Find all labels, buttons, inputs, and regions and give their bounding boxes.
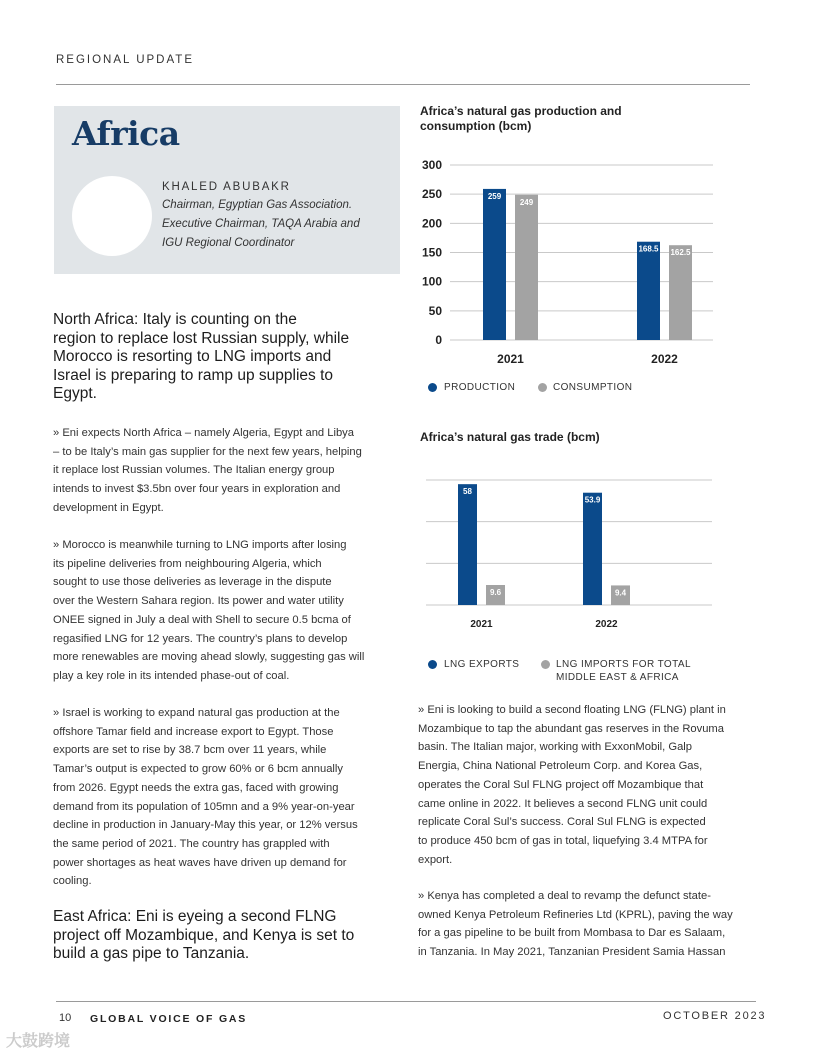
text-line: operates the Coral Sul FLNG project off Mozambique that — [418, 778, 704, 791]
paragraph-eni-north-africa — [53, 424, 391, 518]
author-avatar — [72, 176, 152, 256]
paragraph-kenya — [418, 887, 756, 962]
text-line: » Eni expects North Africa – namely Algeria, Egypt and Libya — [53, 427, 354, 439]
x-category-label: 2022 — [651, 352, 678, 366]
data-label: 249 — [519, 197, 534, 207]
paragraph-eni-mozambique — [418, 701, 756, 869]
bar-production-2022 — [637, 242, 660, 340]
headline-north-africa — [53, 311, 393, 404]
data-label: 58 — [463, 487, 472, 497]
chart-title-line: Africa’s natural gas production and — [420, 104, 622, 118]
text-line: power shortages as heat waves have driven up demand for — [53, 856, 347, 869]
y-tick-label: 300 — [421, 158, 442, 172]
text-line: play a key role in its intended phase-out of coal. — [53, 669, 290, 682]
x-category-label: 2021 — [470, 619, 493, 630]
text-line: export. — [418, 853, 453, 866]
text-line: replicate Coral Sul’s success. Coral Sul FLNG is expected — [418, 816, 706, 829]
chart-title-line: Africa’s natural gas trade (bcm) — [420, 430, 600, 444]
legend-lng-exports-dot — [428, 660, 437, 669]
text-line: for a gas pipeline to be built from Mombasa to Dar es Salaam, — [418, 927, 726, 940]
y-tick-label: 150 — [421, 245, 442, 260]
headline-line: East Africa: Eni is eyeing a second FLNG — [53, 908, 337, 925]
data-label: 162.5 — [670, 248, 691, 258]
data-label: 259 — [487, 191, 502, 201]
section-label: REGIONAL UPDATE — [56, 54, 194, 66]
legend-line: MIDDLE EAST & AFRICA — [556, 672, 679, 683]
data-label: 53.9 — [584, 495, 601, 505]
text-line: regasified LNG for 12 years. The country’s plans to develop — [53, 632, 348, 645]
bottom-divider — [56, 1001, 756, 1002]
text-line: intends to invest $3.5bn over four years in exploration and — [53, 483, 341, 496]
text-line: the same period of 2021. The country has grappled with — [53, 837, 330, 850]
headline-east-africa — [53, 908, 393, 964]
author-name: KHALED ABUBAKR — [162, 181, 291, 193]
text-line: its pipeline deliveries from neighbouring Algeria, which — [53, 557, 322, 570]
headline-line: North Africa: Italy is counting on the — [53, 311, 297, 328]
author-role-line: Executive Chairman, TAQA Arabia and — [162, 218, 360, 230]
legend-consumption-label: CONSUMPTION — [553, 382, 633, 393]
legend-line: LNG EXPORTS — [444, 659, 520, 670]
headline-line: region to replace lost Russian supply, while — [53, 329, 350, 347]
top-divider — [56, 84, 750, 85]
author-role-line: Chairman, Egyptian Gas Association. — [162, 199, 353, 211]
text-line: » Morocco is meanwhile turning to LNG imports after losing — [53, 539, 347, 551]
paragraph-morocco — [53, 536, 391, 686]
chart-title-line: consumption (bcm) — [420, 119, 532, 133]
text-line: Tamar’s output is expected to grow 60% or 6 bcm annually — [53, 763, 343, 776]
text-line: to produce 450 bcm of gas in total, liquefying 3.4 MTPA for — [418, 834, 708, 847]
text-line: more renewables are moving ahead slowly, suggesting gas will — [53, 651, 365, 664]
publication-title: GLOBAL VOICE OF GAS — [90, 1013, 248, 1025]
text-line: » Israel is working to expand natural gas production at the — [53, 707, 340, 719]
bar-production-2021 — [483, 189, 506, 340]
legend-consumption-dot — [538, 383, 547, 392]
text-line: exports are set to rise by 38.7 bcm over 11 years, while — [53, 744, 327, 757]
legend-lng-exports-label — [444, 658, 519, 671]
headline-line: Morocco is resorting to LNG imports and — [53, 348, 332, 365]
text-line: Energia, China National Petroleum Corp. and Korea Gas, — [418, 760, 703, 773]
text-line: » Eni is looking to build a second floating LNG (FLNG) plant in — [418, 704, 726, 716]
y-tick-label: 0 — [435, 333, 442, 347]
y-tick-label: 250 — [421, 187, 442, 202]
headline-line: Israel is preparing to ramp up supplies to — [53, 366, 334, 384]
gas-trade-chart — [410, 470, 730, 640]
region-title: Africa — [72, 114, 180, 153]
text-line: demand from its population of 105mn and a 9% year-on-year — [53, 800, 355, 813]
text-line: cooling. — [53, 875, 92, 888]
y-tick-label: 50 — [428, 303, 442, 318]
y-tick-label: 200 — [421, 216, 442, 231]
text-line: development in Egypt. — [53, 501, 164, 514]
data-label: 9.6 — [489, 588, 502, 597]
legend-lng-imports-dot — [541, 660, 550, 669]
headline-line: Egypt. — [53, 385, 97, 402]
chart-title-production — [420, 104, 622, 134]
bar-lng-2021 — [458, 484, 477, 605]
text-line: in Tanzania. In May 2021, Tanzanian President Samia Hassan — [418, 946, 726, 959]
data-label: 9.4 — [614, 588, 627, 598]
text-line: ONEE signed in July a deal with Shell to secure 0.5 bcma of — [53, 613, 351, 626]
headline-line: project off Mozambique, and Kenya is set to — [53, 926, 355, 944]
author-role-line: IGU Regional Coordinator — [162, 237, 295, 249]
legend-line: LNG IMPORTS FOR TOTAL — [556, 659, 691, 670]
text-line: Mozambique to tap the abundant gas reserves in the Rovuma — [418, 722, 724, 735]
headline-line: build a gas pipe to Tanzania. — [53, 945, 250, 962]
text-line: from 2026. Egypt needs the extra gas, faced with growing — [53, 781, 339, 794]
text-line: owned Kenya Petroleum Refineries Ltd (KPRL), paving the way — [418, 908, 733, 921]
data-label: 168.5 — [638, 244, 659, 254]
x-category-label: 2022 — [595, 619, 618, 630]
legend-lng-imports-label — [556, 658, 691, 684]
x-category-label: 2021 — [497, 352, 524, 366]
bar-consumption-2021 — [515, 195, 538, 340]
chart-title-trade — [420, 430, 600, 445]
text-line: it replace lost Russian volumes. The Italian energy group — [53, 464, 335, 477]
text-line: – to be Italy’s main gas supplier for the next few years, helping — [53, 445, 362, 458]
watermark: 大鼓跨境 — [6, 1033, 71, 1050]
text-line: offshore Tamar field and increase export to Egypt. Those — [53, 725, 334, 738]
bar-consumption-2022 — [669, 245, 692, 340]
text-line: came online in 2022. It believes a second FLNG unit could — [418, 797, 708, 810]
text-line: basin. The Italian major, working with ExxonMobil, Galp — [418, 741, 693, 754]
legend-production-dot — [428, 383, 437, 392]
text-line: over the Western Sahara region. Its power and water utility — [53, 595, 344, 608]
issue-date: OCTOBER 2023 — [663, 1010, 767, 1022]
page-number: 10 — [59, 1012, 72, 1024]
text-line: sought to use those deliveries as leverage in the dispute — [53, 576, 332, 589]
production-consumption-chart — [410, 150, 730, 380]
paragraph-israel — [53, 704, 391, 891]
y-tick-label: 100 — [421, 274, 442, 289]
text-line: » Kenya has completed a deal to revamp the defunct state- — [418, 890, 711, 902]
legend-production-label: PRODUCTION — [444, 382, 516, 393]
text-line: decline in production in January-May this year, or 12% versus — [53, 819, 358, 832]
bar-lng-2022 — [583, 493, 602, 605]
